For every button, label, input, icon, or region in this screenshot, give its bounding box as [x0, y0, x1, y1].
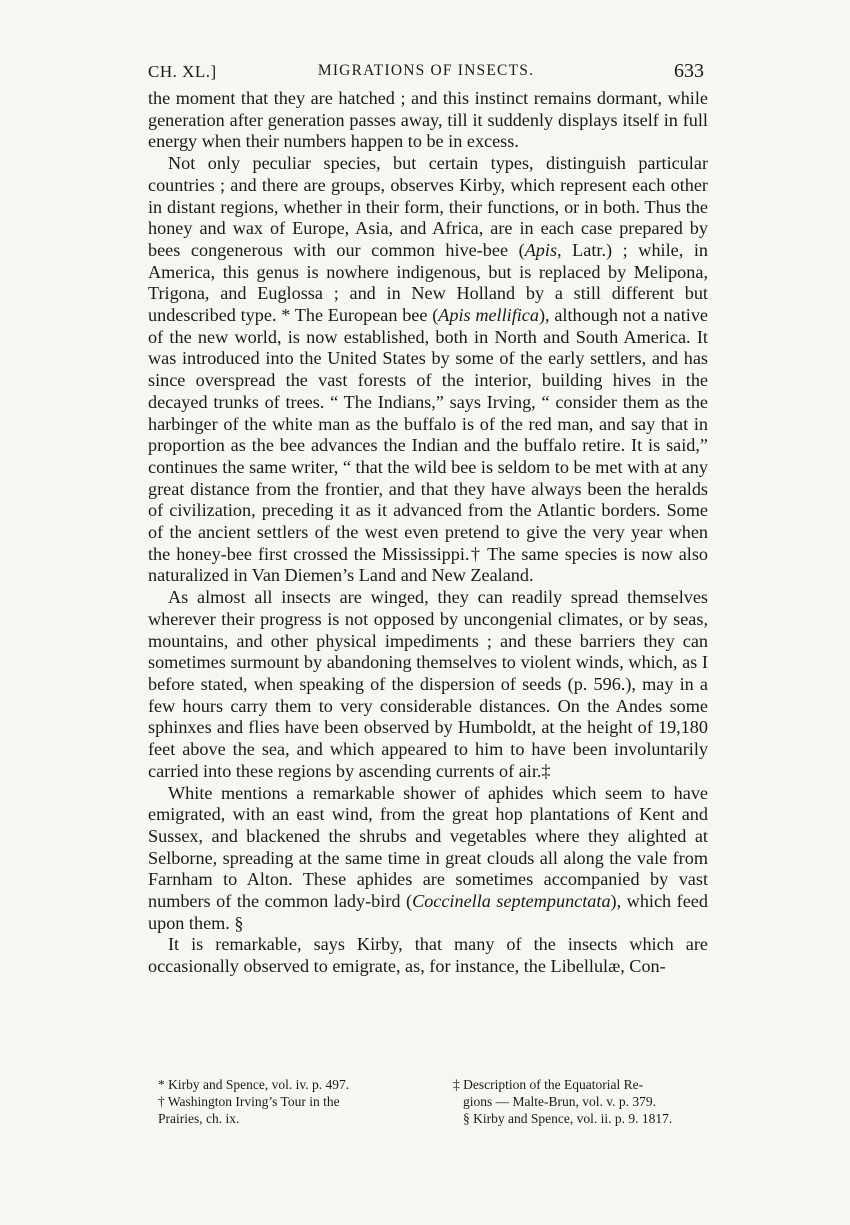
chapter-label: CH. XL.] [148, 62, 217, 81]
text-run: ), although not a native of the new world, is now established, both in North and South America. It was introduced into the United States by some of the early settlers, and has since overspread the vast forests of the interior, building hives in the decayed trunks of trees. “ The Indians,” says Irving, “ consider them as the harbinger of the white man as the buffalo is of the red man, and say that in proportion as the bee advances the Indian and the buffalo retire. It is said,” continues the same writer, “ that the wild bee is seldom to be met with at any great distance from the frontier, and that they have always been the heralds of civilization, preceding it as it advanced from the Atlantic borders. Some of the ancient settlers of the west even pretend to give the very year when the honey-bee first crossed the Mississippi.† The same species is now also naturalized in Van Diemen’s Land and New Zealand. [148, 305, 708, 586]
text-run: the moment that they are hatched ; and this instinct remains dormant, while generation after generation passes away, till it suddenly displays itself in full energy when their numbers happen to be in excess. [148, 88, 708, 152]
running-header [148, 60, 704, 86]
page-number: 633 [674, 60, 704, 82]
italic-term: Coccinella septempunctata [412, 891, 611, 912]
paragraph [148, 88, 708, 153]
italic-term: Apis, [524, 239, 562, 260]
footnotes-left-column [158, 1076, 443, 1127]
footnote-continuation: gions — Malte-Brun, vol. v. p. 379. [463, 1094, 656, 1109]
footnote: § Kirby and Spence, vol. ii. p. 9. 1817. [463, 1111, 673, 1126]
italic-term: Apis mellifica [438, 305, 539, 326]
text-run: As almost all insects are winged, they can readily spread themselves wherever their progress is not opposed by uncongenial climates, or by seas, mountains, and other physical impediments ; and these barriers they can sometimes surmount by abandoning themselves to violent winds, which, as I before stated, when speaking of the dispersion of seeds (p. 596.), may in a few hours carry them to very considerable distances. On the Andes some sphinxes and flies have been observed by Humboldt, at the height of 19,180 feet above the sea, and which appeared to him to have been involuntarily carried into these regions by ascending currents of air.‡ [148, 587, 708, 781]
text-run: ), which feed upon them. § [148, 891, 708, 933]
footnote-continuation: Prairies, ch. ix. [158, 1111, 240, 1126]
paragraph [148, 153, 708, 587]
paragraph [148, 587, 708, 782]
text-run: Not only peculiar species, but certain types, distinguish particular countries ; and there are groups, observes Kirby, which represent each other in distant regions, whether in their form, their functions, or in both. Thus the honey and wax of Europe, Asia, and Africa, are in each case prepared by bees congenerous with our common hive-bee ( [148, 153, 708, 260]
text-run: Latr.) ; while, in America, this genus is nowhere indigenous, but is replaced by Melipona, Trigona, and Euglossa ; and in New Holland by a still different but undescribed type. * The European bee ( [148, 239, 708, 326]
text-run: It is remarkable, says Kirby, that many of the insects which are occasionally observed to emigrate, as, for instance, the Libellulæ, Con- [148, 934, 708, 977]
body-text [148, 88, 708, 978]
footnote: ‡ Description of the Equatorial Re- [453, 1077, 644, 1092]
footnote: † Washington Irving’s Tour in the [158, 1094, 340, 1109]
paragraph [148, 934, 708, 977]
paragraph [148, 783, 708, 935]
text-run: White mentions a remarkable shower of aphides which seem to have emigrated, with an east wind, from the great hop plantations of Kent and Sussex, and blackened the shrubs and vegetables where they alighted at Selborne, spreading at the same time in great clouds all along the vale from Farnham to Alton. These aphides are sometimes accompanied by vast numbers of the common lady-bird ( [148, 782, 708, 912]
page-title: MIGRATIONS OF INSECTS. [317, 62, 535, 79]
footnote: * Kirby and Spence, vol. iv. p. 497. [158, 1077, 350, 1092]
footnotes-right-column [453, 1076, 711, 1127]
